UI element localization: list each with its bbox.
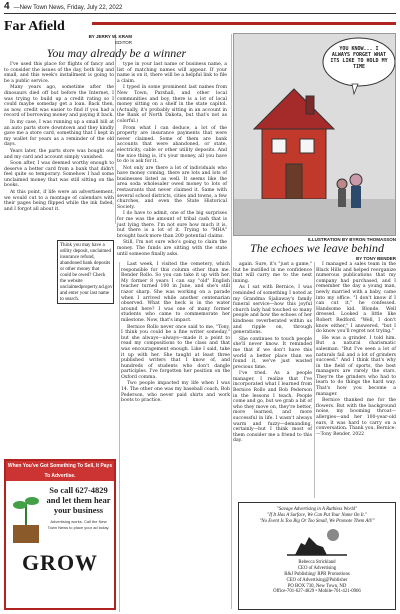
column-divider (231, 34, 232, 609)
paragraph: Still, I'm not sure who's going to claim the money. The funds are sitting with the state until someone finally asks. (117, 240, 227, 257)
column-headline: You may already be a winner (46, 46, 187, 60)
cartoon-credit: ILLUSTRATION BY BYRON THOMASSON (307, 237, 396, 242)
paragraph: Last week, I visited the cemetery, which responsible for this column other than me. Bender Rollo. So you can take it up with her. My former 8 years I can say "old" English teacher turned 100 in June, and she's still razor sharp. She was working on a parade when I arrived while another centenarian observed. What the heck is in the water around here? I was one of many former students who came to commemorate her milestone. Now, that's impact. (121, 262, 230, 323)
paragraph: I do have to admit, one of the big surprises for me was the amount of tribal cash that is just lying there. I'm not sure how much it is, but there is a lot of it. Trying to "MHA" brought back more than 200 potential claims. (117, 211, 227, 239)
paragraph: I typed in some prominent last names from New Town, Parshall, and other local communities and boy, there is a lot of local money sitting on a shelf in the state capitol. (Actually, it's probably sitting in an account in the Bank of North Dakota, but that's not as colorful.) (117, 85, 227, 124)
paragraph: I've tried. As a people manager, I realize that I've incorporated what I learned from Bernice Rollo and Bob Pederson in the lessons I teach. People come and go, but we grab a bit of who they move on, they're better, more learned, and more successful in life. I wasn't always warm and fuzzy—demanding, certainly—but I think most of them consider me a friend to this day. (233, 371, 312, 444)
paragraph: Bernice thanked me for the flowers. But with the background noise, my booming throat—allergies—and her 100-year-old ears, it was hard to carry on a conversation. Thank you, Bernice. —Tony Bender, 2022 (316, 398, 396, 437)
article-column-3 (121, 262, 230, 405)
paragraph: Two people impacted my life when I was 14. The other one was my baseball coach, Bob Pederson, who never paid shirts and work boots to practice. (121, 381, 230, 404)
paragraph: Many years ago, sometime after the dinosaurs died off but before the Internet, I was trying to build up a credit rating so I could maybe someday get a loan. Back then, as now, credit was easier to find if you had a record of borrowing money and paying it back. (4, 85, 114, 119)
article-column-1 (4, 62, 114, 213)
ad-contact-title: CEO of Advertising (297, 566, 337, 572)
column-headline: The echoes we leave behind (250, 241, 384, 255)
ad-motto: "Savage Advertising in A Ruthless World" (276, 507, 358, 512)
section-brand (4, 15, 396, 34)
ad-small-print: Advertising works. Call the New Town News to place your ad today. (47, 519, 110, 530)
section-title: Far Afield (4, 19, 65, 34)
paragraph: I've used this place for flights of fancy and to consider the issues of the day, both big and small, and this week's installment is going to be a public service. (4, 62, 114, 84)
howling-wolf-icon (287, 527, 347, 557)
article-column-5 (316, 262, 396, 438)
byline-role: EDITOR (115, 40, 132, 45)
editorial-cartoon (233, 33, 396, 236)
promotions-ad-box (238, 502, 396, 610)
byline-name: BY JERRY W. KRAM (88, 34, 132, 39)
column-divider (314, 262, 315, 498)
ad-motto: "No Event Is Too Big Or Too Small, We Promote Them All!" (259, 518, 375, 524)
ad-pobox: PO BOX 730, New Town, ND (287, 583, 347, 589)
paragraph: As I sat with Bernice, I was reminded of something I noted at my Grandma Sjaliaway's family funeral service—how this joyful church lady had touched so many people and how the echoes of her kindness reverberated within us and ripple on, through generations. (233, 285, 312, 336)
advertise-ad-box (4, 459, 116, 610)
cartoon-speech-text: YOU KNOW... I ALWAYS FORGET WHAT ITS LIKE TO HOLD MY TIME (330, 46, 388, 70)
article-column-4 (233, 262, 312, 445)
paragraph: At this point, if life were an advertisement, we would cut to a montage of calendars with their pages being flipped while the ink faded, and I forgot all about it. (4, 190, 114, 212)
ad-company: R&J Publishing/ RPR Promotions (284, 571, 350, 577)
ad-call-text: So call 627-4829 and let them hear your business (46, 485, 111, 515)
paragraph: I managed a sales team in the Black Hills and helped reorganize numerous publications that my company had purchased, and I remember the day a young man, newly married with a baby, came into my office. "I don't know if I can cut it," he confessed. Handsome kid. Blonde. Well dressed. Looked a little like Robert Redford. "Well, I don't know either," I answered, "but I do know you'll regret not trying." (316, 262, 396, 335)
dateline: —New Town News, Friday, July 22, 2022 (13, 5, 123, 11)
byline-name: BY TONY BENDER (355, 256, 396, 261)
paragraph: From what I can deduce, a lot of the property are insurance payments that were never claimed. Some of them are bank accounts that were abandoned, or state, electricity, cable or other utility deposits. And the nice thing is, it's your money, all you have to do is ask for it. (117, 125, 227, 165)
ad-banner: When You've Got Something To Sell, It Pays To Advertise. (7, 463, 113, 479)
ad-email: CEO of Advertising@Publisher (286, 577, 348, 583)
ad-grow-word: GROW (21, 550, 99, 575)
paragraph: Bernice Rollo never once said to me, "Tony, I think you could be a fine writer someday," but she always—always—made it a point to read my compositions to the class and that was encouragement enough. Like I said, take it up with her. She taught at least three published writers that I know of, and hundreds of students who don't dangle participles. I've forgotten her position on the Oxford comma. (121, 324, 230, 380)
paragraph: Soon after, I was deemed worthy enough to deserve a better card from a bank that didn't feel quite so temporary. Somehow I had some unclaimed money that was still sitting on the books. (4, 161, 114, 189)
paragraph: In my case, I was running up a small bill at an auto parts store downtown and they kindly gave me a store card, something that I kept in my wallet for years as a reminder of the old days. (4, 119, 114, 148)
section-rule (92, 22, 396, 25)
paragraph: type in your last name or business name, a list of matching names will appear. If your name is on it, there will be a helpful link to file a claim. (117, 62, 227, 84)
column-divider (115, 34, 116, 224)
ad-contact-name: Rebecca Strickland (298, 560, 336, 566)
paragraph: She continues to touch people she'll never know. It reminded me that if we don't have this world a better place than we found it, we've just wasted precious time. (233, 336, 312, 370)
article-column-2 (117, 62, 227, 258)
pull-quote-text: Think you may have a utility deposit, unclaimed insurance refund, abandoned bank deposits or other money that could be owed? Check the website unclaimedproperty.nd.gov and enter your last name to search. (60, 243, 113, 302)
column-divider (119, 262, 120, 612)
editor-byline (4, 34, 132, 46)
ad-body (6, 481, 114, 545)
page-number: 4 (4, 1, 10, 12)
paragraph: He was a grinder. I told him. But a natural charismatic salesman. "But I've seen a lot of naturals fail and a lot of grinders succeed." And I think that's why in the field of sports, the best managers are rarely the stars. They're the grinders who had to learn to do things the hard way. That's how you become a manager. (316, 335, 396, 397)
ad-phone: Office-701-627-4829 • Mobile-701-421-0966 (273, 589, 361, 595)
pull-quote-box (57, 240, 114, 304)
paragraph: Not only are there a lot of individuals who have money coming, there are lots and lots of businesses listed as well. It seems like the area soda wholesaler owed money to lots of restaurants that never claimed it. Same with several school districts, cities and towns, a few churches, and even the State Historical Society. (117, 165, 227, 210)
paragraph: Years later, the parts store was bought out and my card and account simply vanished. (4, 148, 114, 160)
paragraph: again. Sure, it's "just a game," but he instilled in me confidence that will carry me to the next inning. (233, 262, 312, 284)
page-header (4, 2, 396, 14)
seedling-icon (9, 485, 43, 545)
ad-motto: "If It Has A Surface, We Can Put Your Name On It." (267, 512, 367, 518)
